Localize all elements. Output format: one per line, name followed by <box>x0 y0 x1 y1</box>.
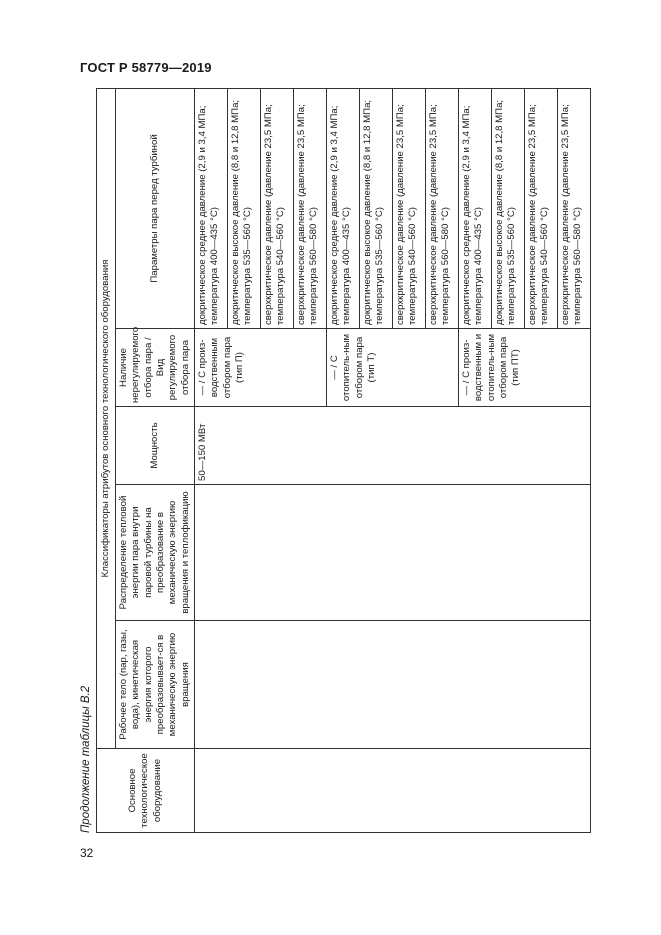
table-caption: Продолжение таблицы В.2 <box>80 685 92 833</box>
cell-steam-param: докритическое высокое давление (8,8 и 12,8 МПа; температура 535—560 °С) <box>492 88 525 328</box>
classifier-table <box>96 88 591 833</box>
col-header-power: Мощность <box>116 407 195 485</box>
col-header-energy-distribution: Распределение тепловой энергии пара внутри паровой турбины на преобразование в механическую энергию вращения и теплофикацию <box>116 485 195 621</box>
cell-steam-param: докритическое среднее давление (2,9 и 3,4 МПа; температура 400—435 °С) <box>195 88 228 328</box>
cell-extraction-type-pt: — / С произ-водственным и отопитель-ным отбором пара (тип ПТ) <box>459 329 591 407</box>
page-number: 32 <box>80 846 94 860</box>
cell-steam-param: докритическое среднее давление (2,9 и 3,4 МПа; температура 400—435 °С) <box>327 88 360 328</box>
cell-steam-param: сверхкритическое давление (давление 23,5 МПа; температура 540—560 °С) <box>525 88 558 328</box>
cell-steam-param: сверхкритическое давление (давление 23,5 МПа; температура 560—580 °С) <box>426 88 459 328</box>
cell-steam-param: докритическое среднее давление (2,9 и 3,4 МПа; температура 400—435 °С) <box>459 88 492 328</box>
document-header: ГОСТ Р 58779—2019 <box>80 60 212 75</box>
col-header-steam-extraction: Наличие нерегулируемого отбора пара / Вид регулируемого отбора пара <box>116 329 195 407</box>
col-header-steam-params: Параметры пара перед турбиной <box>116 88 195 328</box>
col-header-working-fluid: Рабочее тело (пар, газы, вода), кинетическая энергия которого преобразовывает-ся в механическую энергию вращения <box>116 621 195 749</box>
table-row <box>195 88 228 832</box>
cell-extraction-type-p: — / С произ-водственным отбором пара (тип П) <box>195 329 327 407</box>
cell-steam-param: сверхкритическое давление (давление 23,5 МПа; температура 560—580 °С) <box>558 88 591 328</box>
col-header-equipment: Основное технологическое оборудование <box>97 749 195 833</box>
cell-steam-param: докритическое высокое давление (8,8 и 12,8 МПа; температура 535—560 °С) <box>360 88 393 328</box>
cell-steam-param: сверхкритическое давление (давление 23,5 МПа; температура 560—580 °С) <box>294 88 327 328</box>
cell-steam-param: докритическое высокое давление (8,8 и 12,8 МПа; температура 535—560 °С) <box>228 88 261 328</box>
rotated-table-area <box>80 89 584 833</box>
cell-equipment <box>195 749 591 833</box>
cell-power: 50—150 МВт <box>195 407 591 485</box>
cell-extraction-type-t: — / С отопитель-ным отбором пара (тип Т) <box>327 329 459 407</box>
cell-steam-param: сверхкритическое давление (давление 23,5 МПа; температура 540—560 °С) <box>261 88 294 328</box>
cell-energy-distribution <box>195 485 591 621</box>
cell-working-fluid <box>195 621 591 749</box>
cell-steam-param: сверхкритическое давление (давление 23,5 МПа; температура 540—560 °С) <box>393 88 426 328</box>
classifiers-header: Классификаторы атрибутов основного технологического оборудования <box>97 88 116 748</box>
